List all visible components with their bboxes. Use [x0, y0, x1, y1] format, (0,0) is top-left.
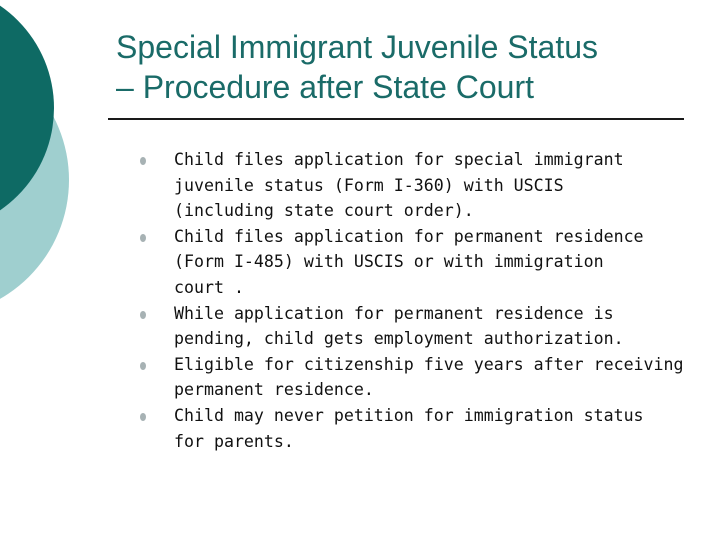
slide-title	[116, 27, 696, 107]
title-divider	[108, 118, 684, 120]
bullet-dot-icon	[140, 311, 146, 319]
bullet-text-line: Child may never petition for immigration status	[174, 405, 644, 425]
bullet-text-line: court .	[174, 277, 244, 297]
bullet-text-line: Child files application for special immigrant	[174, 150, 624, 169]
bullet-text-line: Child files application for permanent residence	[174, 226, 644, 246]
bullet-text-line: pending, child gets employment authorization.	[174, 329, 624, 349]
bullet-item	[140, 301, 680, 352]
bullet-text-line: (including state court order).	[174, 201, 474, 221]
bullet-item	[140, 352, 684, 403]
bullet-dot-icon	[140, 234, 146, 242]
bullet-text-line: While application for permanent residence is	[174, 303, 614, 323]
title-line-2: – Procedure after State Court	[116, 69, 534, 105]
title-line-1: Special Immigrant Juvenile Status	[116, 29, 598, 65]
bullet-item	[140, 403, 680, 454]
bullet-list	[140, 147, 684, 454]
bullet-item	[140, 147, 680, 224]
bullet-text-line: (Form I-485) with USCIS or with immigration	[174, 252, 604, 272]
bullet-text-line: permanent residence.	[174, 380, 374, 400]
bullet-dot-icon	[140, 157, 146, 165]
bullet-text-line: juvenile status (Form I-360) with USCIS	[174, 175, 564, 195]
bullet-dot-icon	[140, 362, 146, 370]
bullet-text-line: Eligible for citizenship five years after receiving	[174, 354, 684, 374]
bullet-dot-icon	[140, 413, 146, 421]
bullet-text-line: for parents.	[174, 431, 294, 451]
decorative-circles	[0, 0, 120, 300]
bullet-item	[140, 224, 680, 301]
